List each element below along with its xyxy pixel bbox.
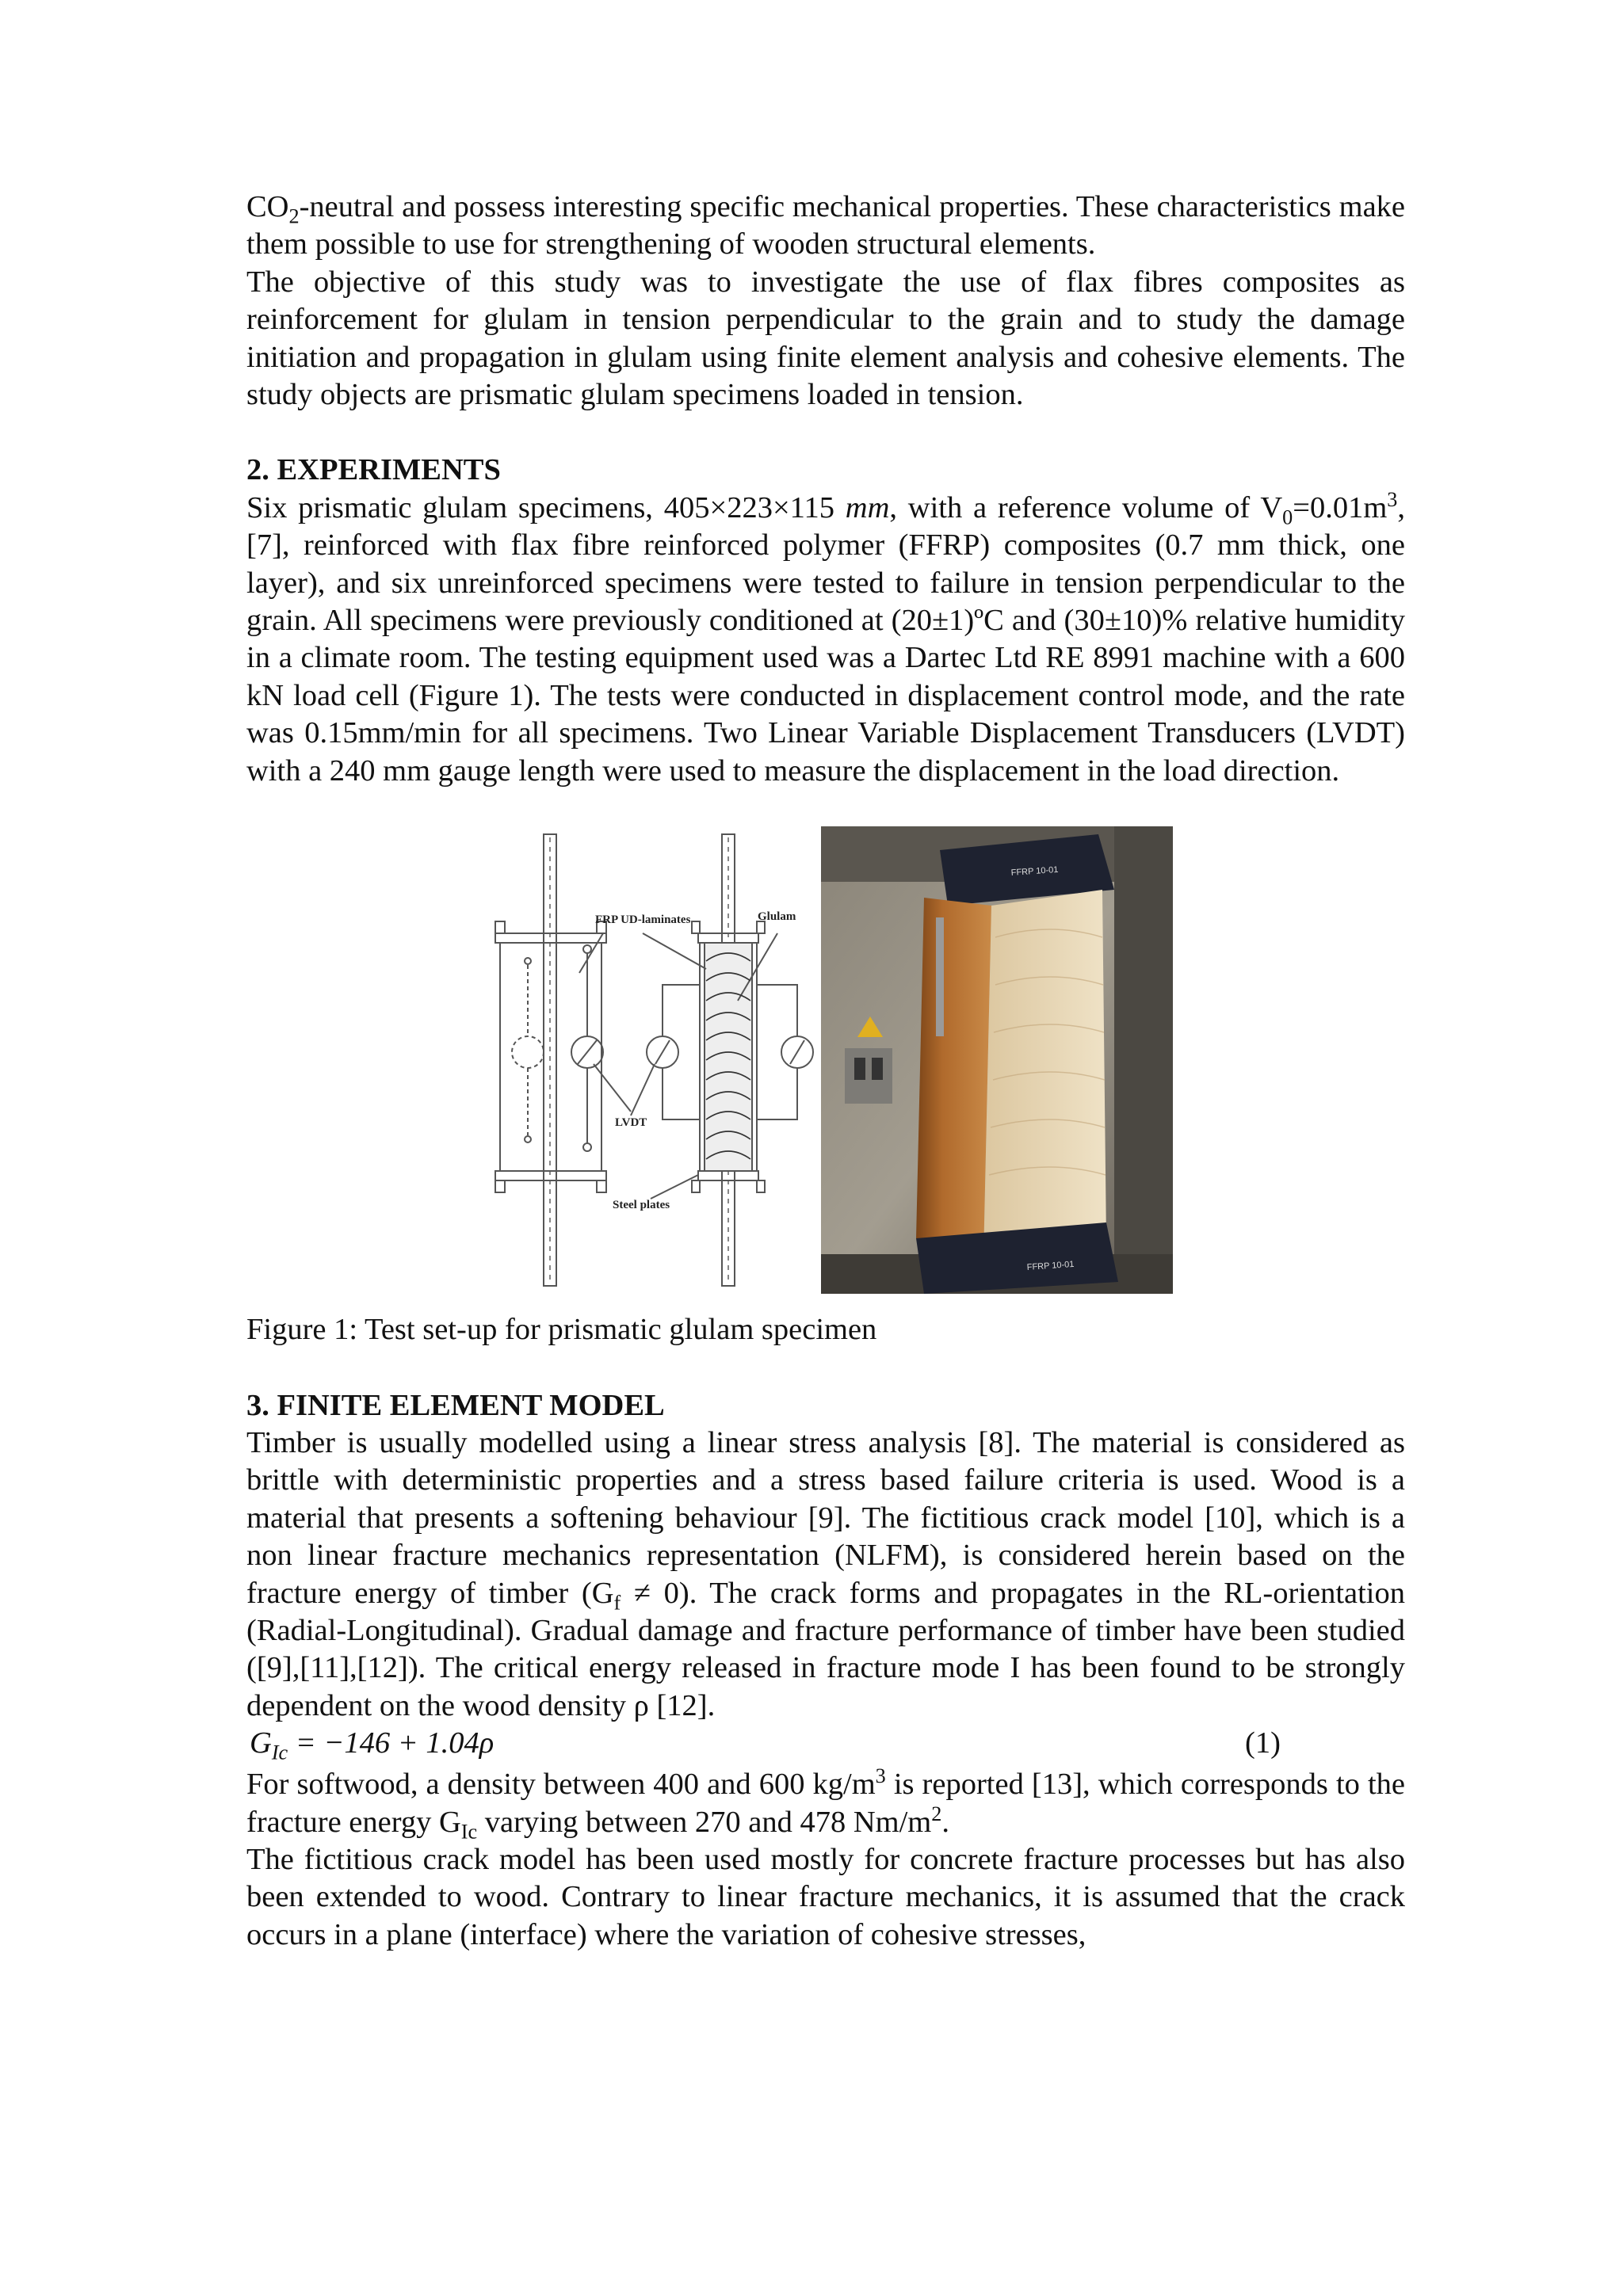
equation-expression: $G_{Ic} = -146 + 1.04\rho$ (250, 1726, 495, 1764)
spacer (246, 1349, 1405, 1387)
equation-number: (1) (1245, 1726, 1281, 1760)
specimen-dimensions: 405×223×115 (663, 490, 834, 524)
label-frp-laminates: FRP UD-laminates (595, 913, 691, 927)
intro-paragraph-2: The objective of this study was to investigate the use of flax fibres composites as reinforcement for glulam in tension perpendicular to the grain and to study the damage initiation and propagation in glulam using finite element analysis and cohesive elements. The study objects are prismatic glulam specimens loaded in tension. (246, 265, 1405, 412)
experiments-paragraph: Six prismatic glulam specimens, 405×223×115 mm, with a reference volume of $V_0=0.01m^3$, [7], reinforced with flax fibre reinforced polymer (FFRP) composites (0.7 mm thick, one layer), and six unreinforced specimens were tested to failure in tension perpendicular to the grain. All specimens were previously conditioned at (20±1)ºC and (30±10)% relative humidity in a climate room. The testing equipment used was a Dartec Ltd RE 8991 machine with a 600 kN load cell (Figure 1). The tests were conducted in displacement control mode, and the rate was 0.15mm/min for all specimens. Two Linear Variable Displacement Transducers (LVDT) with a 240 mm gauge length were used to measure the displacement in the load direction. (246, 488, 1405, 788)
figure-1 (246, 826, 1405, 1294)
spacer (246, 414, 1405, 452)
test-setup-photo (821, 826, 1173, 1294)
label-glulam: Glulam (758, 910, 796, 924)
photo-tag-bottom: FFRP 10-01 (1026, 1259, 1075, 1273)
figure-1-caption: Figure 1: Test set-up for prismatic glulam specimen (246, 1313, 877, 1347)
fem-paragraph-2: For softwood, a density between 400 and 600 $kg/m^3$ is reported [13], which corresponds to the fracture energy $G_{Ic}$ varying between 270 and 478 $Nm/m^2$. (246, 1764, 1405, 1844)
intro-paragraph-1: $CO_2$-neutral and possess interesting specific mechanical properties. These characteristics make them possible to use for strengthening of wooden structural elements. (246, 190, 1405, 261)
photo-tag-top: FFRP 10-01 (1010, 864, 1059, 879)
label-steel-plates: Steel plates (613, 1199, 670, 1212)
fem-paragraph-1: Timber is usually modelled using a linear stress analysis [8]. The material is considered as brittle with deterministic properties and a stress based failure criteria is used. Wood is a material that presents a softening behaviour [9]. The fictitious crack model [10], which is a non linear fracture mechanics representation (NLFM), is considered herein based on the fracture energy of timber $(G_f \ne 0)$. The crack forms and propagates in the RL-orientation (Radial-Longitudinal). Gradual damage and fracture performance of timber have been studied ([9],[11],[12]). The critical energy released in fracture mode I has been found to be strongly dependent on the wood density ρ [12]. (246, 1425, 1405, 1722)
page-body (246, 189, 1405, 1954)
equation-1 (246, 1725, 1405, 1766)
fem-paragraph-3: The fictitious crack model has been used mostly for concrete fracture processes but has also been extended to wood. Contrary to linear fracture mechanics, it is assumed that the crack occurs in a plane (interface) where the variation of cohesive stresses, (246, 1842, 1405, 1951)
label-lvdt: LVDT (615, 1116, 647, 1130)
section-2-heading: 2. EXPERIMENTS (246, 453, 501, 487)
test-setup-drawing (484, 826, 817, 1294)
section-3-heading: 3. FINITE ELEMENT MODEL (246, 1388, 665, 1422)
